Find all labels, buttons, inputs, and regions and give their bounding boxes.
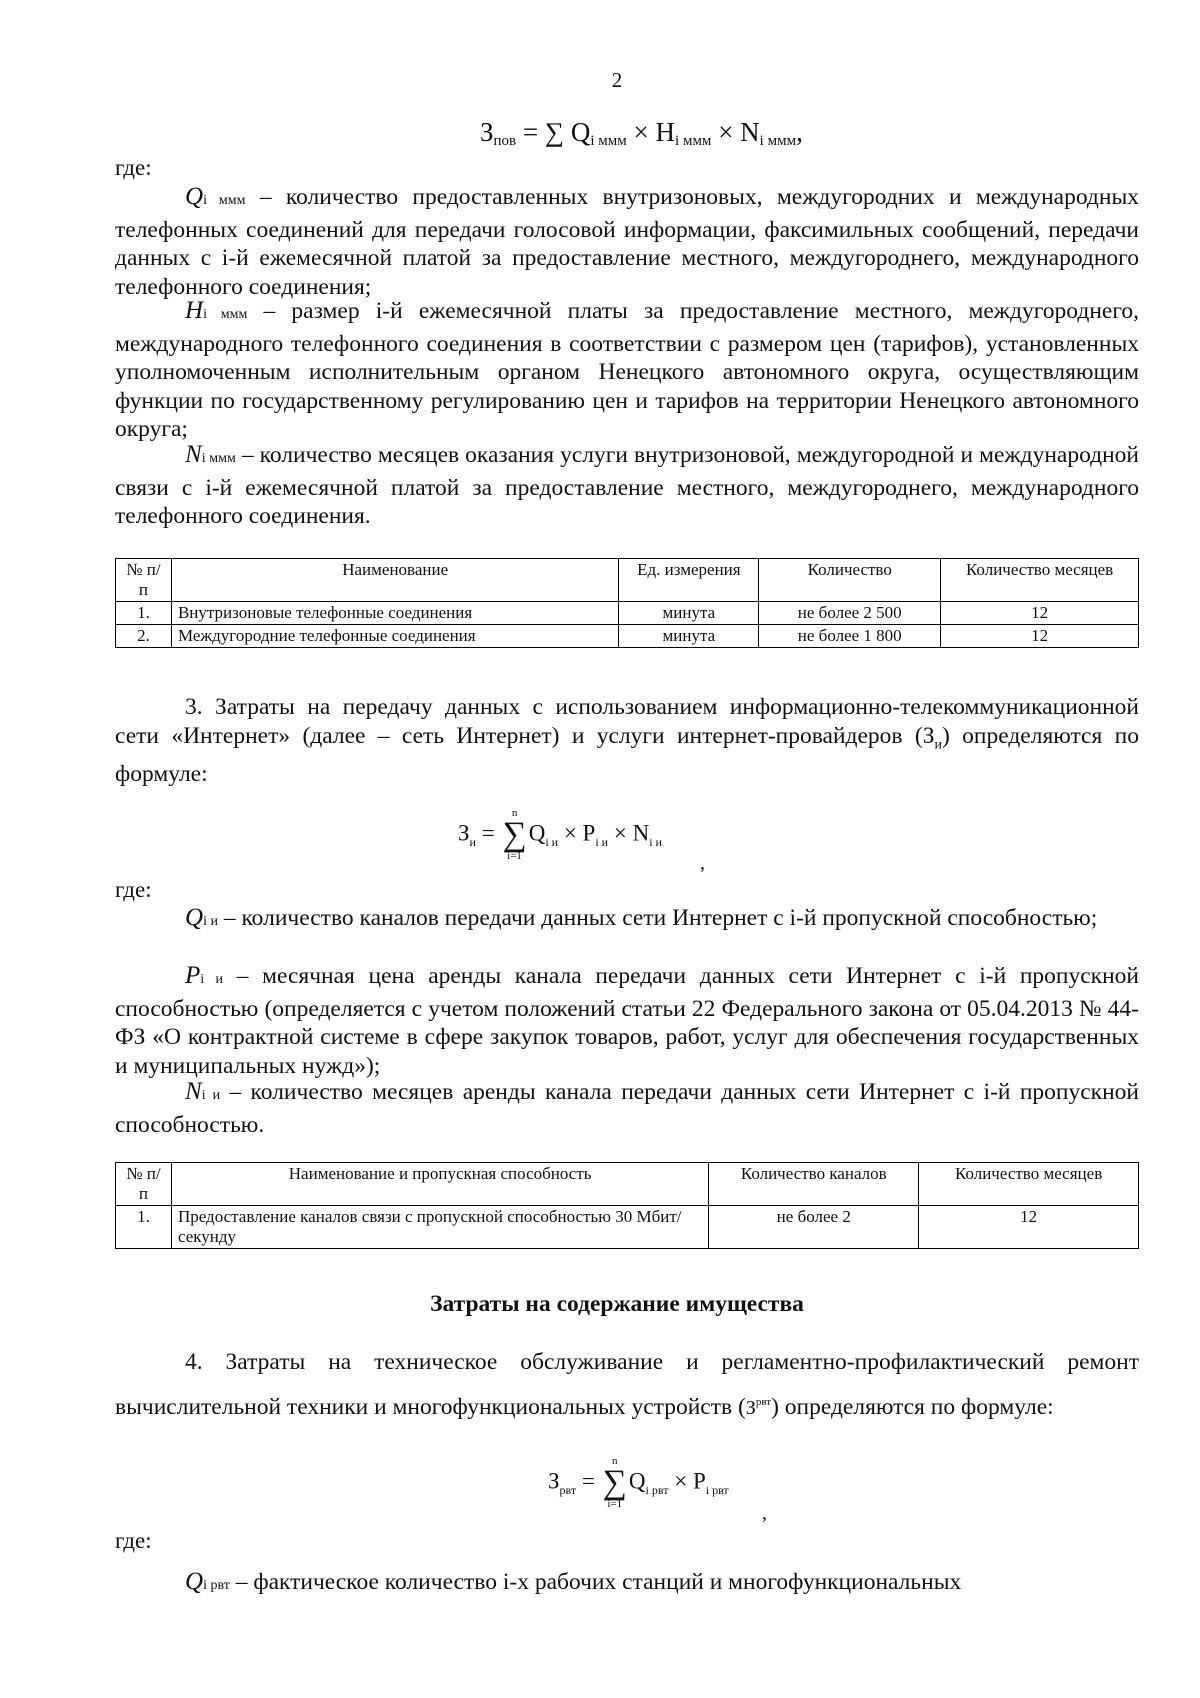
table-cell: минута [619, 625, 759, 648]
table-cell: 12 [941, 602, 1139, 625]
def-symbol: H [185, 297, 204, 324]
sum-lower: i=1 [607, 1498, 623, 1510]
definition-p-i [115, 962, 1139, 1080]
formula-n-sub: i и [649, 834, 662, 849]
definition-q-rvt [115, 1568, 1139, 1601]
para4-tail: ) определяются по формуле: [771, 1393, 1054, 1420]
def-symbol: N [185, 441, 202, 468]
table-header: Количество каналов [709, 1163, 919, 1206]
table-cell: Предоставление каналов связи с пропускной способностью 30 Мбит/секунду [171, 1206, 708, 1249]
where-label: где: [115, 155, 152, 180]
def-symbol: Q [185, 183, 204, 210]
def-text: – размер i-й ежемесячной платы за предоставление местного, междугороднего, международного телефонного соединения в соответствии с размером цен (тарифов), установленных уполномоченным исполнительным органом Ненецкого автономного округа, осуществляющим функции по государственному регулированию цен и тарифов на территории Ненецкого автономного округа; [115, 298, 1140, 443]
sum-upper: n [612, 1455, 618, 1467]
formula-lhs-sub: пов [493, 133, 517, 149]
def-symbol: P [185, 962, 201, 989]
formula-rvt: $З_{рвт}$ = n ∑ i=1 $Q_{i рвт} \times P_{i рвт}$ [548, 1455, 729, 1510]
def-text: – месячная цена аренды канала передачи данных сети Интернет с i-й пропускной способностью (определяется с учетом положений статьи 22 Федерального закона от 05.04.2013 № 44-ФЗ «О контрактной системе в сфере закупок товаров, работ, услуг для обеспечения государственных и муниципальных нужд»); [115, 963, 1139, 1079]
para4-text: 4. Затраты на техническое обслуживание и регламентно-профилактический ремонт вычислительной техники и многофункциональных устройств ( [115, 1349, 1139, 1420]
formula-lhs-sub: и [469, 834, 476, 849]
definition-q-i [115, 904, 1139, 937]
sum-upper: n [511, 807, 518, 819]
table-row [116, 602, 1139, 625]
sum-symbol: n ∑ i=1 [502, 807, 527, 862]
formula-q: Q [528, 820, 546, 846]
def-symbol-sub: i и [200, 972, 223, 987]
table-cell: не более 1 800 [759, 625, 941, 648]
formula-lhs: З [548, 1468, 560, 1494]
definition-n-i [115, 1078, 1139, 1139]
def-symbol-sub: i ммм [201, 451, 236, 466]
table-header-row [116, 559, 1139, 602]
def-symbol: N [185, 1078, 202, 1105]
def-text: – количество месяцев аренды канала передачи данных сети Интернет с i-й пропускной способностью. [115, 1079, 1139, 1138]
formula-n: × N [718, 117, 760, 147]
formula-internet: $З_и$ = n ∑ i=1 $Q_{i и} \times P_{i и} \times N_{i и}$ [458, 807, 662, 862]
def-text: – количество месяцев оказания услуги внутризоновой, междугородной и международной связи с i-й ежемесячной платой за предоставление местного, междугороднего, международного телефонного соединения. [115, 442, 1140, 530]
formula-n-sub: i ммм [759, 133, 797, 149]
para3-sub: и [934, 737, 942, 753]
table-header: Количество месяцев [919, 1163, 1139, 1206]
formula-p-sub: i и [595, 834, 609, 849]
formula-q-sub: i ммм [590, 133, 627, 149]
formula-p: × P [674, 1468, 706, 1494]
def-symbol: Q [185, 904, 204, 931]
paragraph-4 [115, 1342, 1139, 1428]
table-cell: 12 [919, 1206, 1139, 1249]
def-symbol-sub: i рвт [203, 1578, 230, 1593]
page-number: 2 [611, 68, 623, 92]
def-symbol-sub: i и [201, 1088, 221, 1103]
def-symbol-sub: i и [203, 914, 218, 929]
def-symbol-sub: i ммм [203, 193, 246, 208]
table-cell: Междугородние телефонные соединения [171, 625, 618, 648]
formula-tail: , [796, 117, 803, 147]
table-row [116, 625, 1139, 648]
formula-n: × N [613, 820, 650, 846]
formula-p: × P [563, 820, 596, 846]
table-cell: 1. [116, 1206, 172, 1249]
table-header: № п/п [116, 1163, 172, 1206]
section-heading: Затраты на содержание имущества [430, 1291, 804, 1317]
sum-symbol: n ∑ i=1 [602, 1455, 627, 1510]
def-symbol-sub: i ммм [203, 307, 248, 322]
para4-symbol: З [745, 1396, 756, 1419]
formula-q-sub: i рвт [645, 1482, 669, 1497]
def-text: – количество каналов передачи данных сети Интернет с i-й пропускной способностью; [217, 905, 1098, 931]
formula-tail: , [762, 1502, 767, 1524]
formula-q: = ∑ Q [522, 117, 591, 147]
definition-n-mmm [115, 441, 1139, 531]
sum-lower: i=1 [507, 850, 522, 862]
table-header: Наименование и пропускная способность [171, 1163, 708, 1206]
formula-lhs-sub: рвт [559, 1482, 577, 1497]
para4-sub: рвт [755, 1396, 772, 1408]
table-header: Наименование [171, 559, 618, 602]
formula-q: Q [628, 1468, 646, 1494]
internet-table [115, 1162, 1139, 1249]
table-header: Количество месяцев [941, 559, 1139, 602]
formula-p-sub: i рвт [705, 1482, 729, 1497]
table-cell: минута [619, 602, 759, 625]
def-symbol: Q [185, 1568, 204, 1595]
definition-q-mmm [115, 183, 1139, 301]
formula-lhs: З [458, 820, 470, 846]
where-label: где: [115, 877, 152, 902]
table-header: Количество [759, 559, 941, 602]
paragraph-3 [115, 693, 1139, 788]
table-cell: не более 2 [709, 1206, 919, 1249]
table-cell: не более 2 500 [759, 602, 941, 625]
formula-h: × H [633, 117, 676, 147]
table-cell: Внутризоновые телефонные соединения [171, 602, 618, 625]
formula-q-sub: i и [545, 834, 559, 849]
formula-h-sub: i ммм [675, 133, 712, 149]
table-row [116, 1206, 1139, 1249]
formula-pov [480, 117, 803, 150]
def-text: – количество предоставленных внутризоновых, междугородних и международных телефонных соединений для передачи голосовой информации, факсимильных сообщений, передачи данных с i-й ежемесячной платой за предоставление местного, междугороднего, международного телефонного соединения; [115, 184, 1139, 300]
table-header-row [116, 1163, 1139, 1206]
table-header: Ед. измерения [619, 559, 759, 602]
table-cell: 2. [116, 625, 172, 648]
formula-tail: , [700, 852, 705, 874]
definition-h-mmm [115, 297, 1139, 444]
table-cell: 12 [941, 625, 1139, 648]
def-text: – фактическое количество i-х рабочих станций и многофункциональных [229, 1569, 962, 1595]
para3-tail: ) определяются по формуле: [115, 722, 1139, 787]
table-header: № п/п [116, 559, 172, 602]
where-label: где: [115, 1528, 152, 1553]
table-cell: 1. [116, 602, 172, 625]
formula-lhs: З [480, 117, 494, 147]
para3-text: 3. Затраты на передачу данных с использованием информационно-телекоммуникационной сети «Интернет» (далее – сеть Интернет) и услуги интернет-провайдеров (З [115, 694, 1139, 749]
telephone-table [115, 558, 1139, 648]
